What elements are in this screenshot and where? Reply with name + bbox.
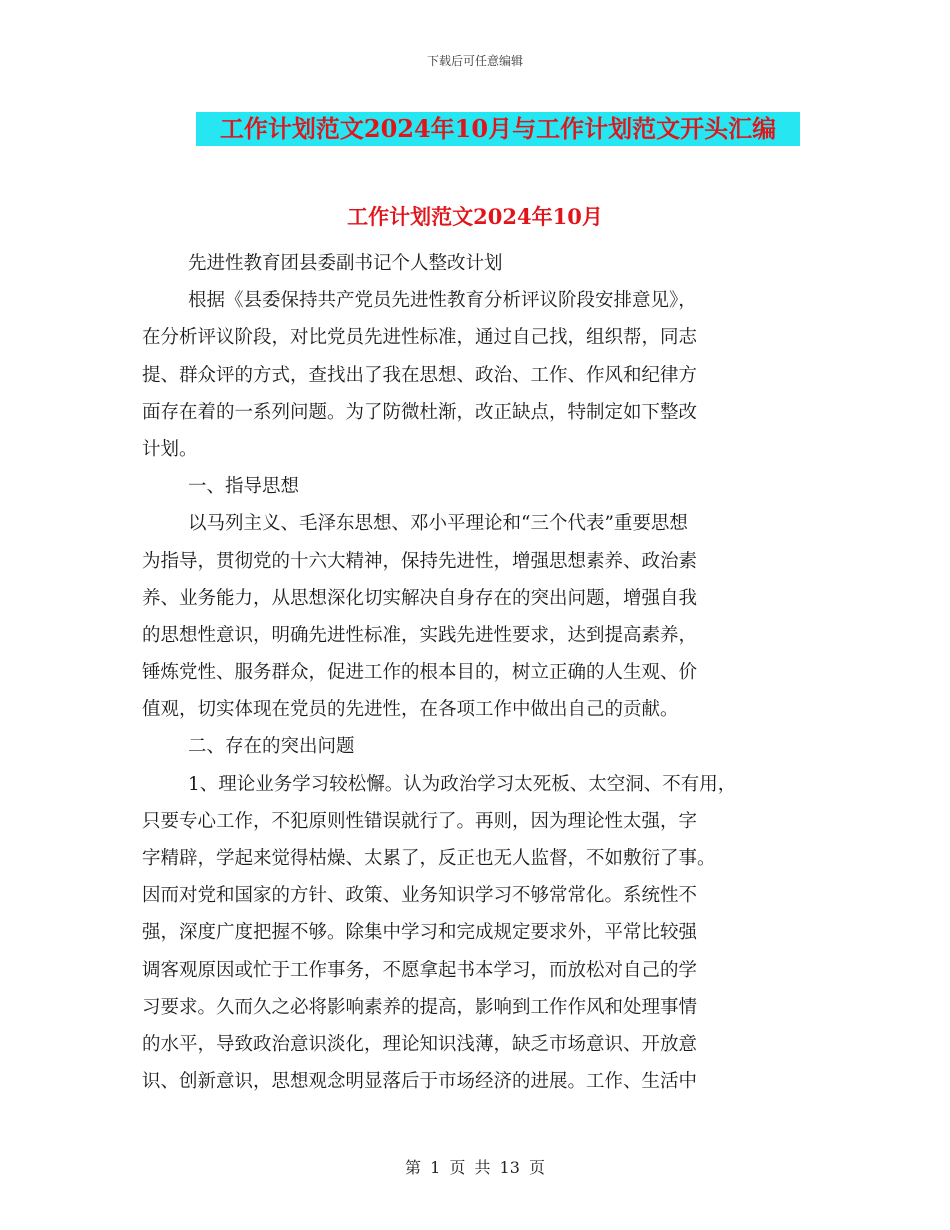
page-header: 下载后可任意编辑 — [426, 54, 523, 68]
document-title: 工作计划范文2024年10月与工作计划范文开头汇编 — [196, 112, 800, 146]
text-line: 1、理论业务学习较松懈。认为政治学习太死板、太空洞、不有用， — [188, 773, 737, 795]
text-line: 只要专心工作，不犯原则性错误就行了。再则，因为理论性太强，字 — [142, 810, 698, 832]
page-footer: 第 1 页 共 13 页 — [405, 1158, 545, 1177]
text-line: 为指导，贯彻党的十六大精神，保持先进性，增强思想素养、政治素 — [142, 550, 698, 572]
text-line: 先进性教育团县委副书记个人整改计划 — [188, 253, 503, 274]
text-line: 一、指导思想 — [188, 476, 300, 498]
text-line: 习要求。久而久之必将影响素养的提高，影响到工作作风和处理事情 — [142, 996, 698, 1018]
text-line: 二、存在的突出问题 — [188, 736, 355, 758]
text-line: 提、群众评的方式，查找出了我在思想、政治、工作、作风和纪律方 — [142, 364, 698, 386]
text-line: 以马列主义、毛泽东思想、邓小平理论和“三个代表”重要思想 — [188, 513, 688, 535]
text-line: 的思想性意识，明确先进性标准，实践先进性要求，达到提高素养， — [142, 624, 698, 646]
section-title: 工作计划范文2024年10月 — [347, 204, 603, 229]
text-line: 根据《县委保持共产党员先进性教育分析评议阶段安排意见》， — [188, 290, 697, 312]
text-line: 调客观原因或忙于工作事务，不愿拿起书本学习，而放松对自己的学 — [142, 959, 698, 981]
text-line: 计划。 — [142, 438, 198, 460]
body-text — [142, 245, 832, 1100]
text-line: 字精辟，学起来觉得枯燥、太累了，反正也无人监督，不如敷衍了事。 — [142, 848, 716, 869]
text-line: 强，深度广度把握不够。除集中学习和完成规定要求外，平常比较强 — [142, 922, 698, 944]
text-line: 值观，切实体现在党员的先进性，在各项工作中做出自己的贡献。 — [142, 699, 679, 721]
text-line: 因而对党和国家的方针、政策、业务知识学习不够常常化。系统性不 — [142, 885, 698, 907]
text-line: 在分析评议阶段，对比党员先进性标准，通过自己找，组织帮，同志 — [142, 327, 698, 349]
text-line: 面存在着的一系列问题。为了防微杜渐，改正缺点，特制定如下整改 — [142, 401, 698, 423]
text-line: 识、创新意识，思想观念明显落后于市场经济的进展。工作、生活中 — [142, 1071, 698, 1093]
text-line: 养、业务能力，从思想深化切实解决自身存在的突出问题，增强自我 — [142, 587, 698, 609]
text-line: 锤炼党性、服务群众，促进工作的根本目的，树立正确的人生观、价 — [142, 662, 698, 684]
text-line: 的水平，导致政治意识淡化，理论知识浅薄，缺乏市场意识、开放意 — [142, 1033, 698, 1055]
